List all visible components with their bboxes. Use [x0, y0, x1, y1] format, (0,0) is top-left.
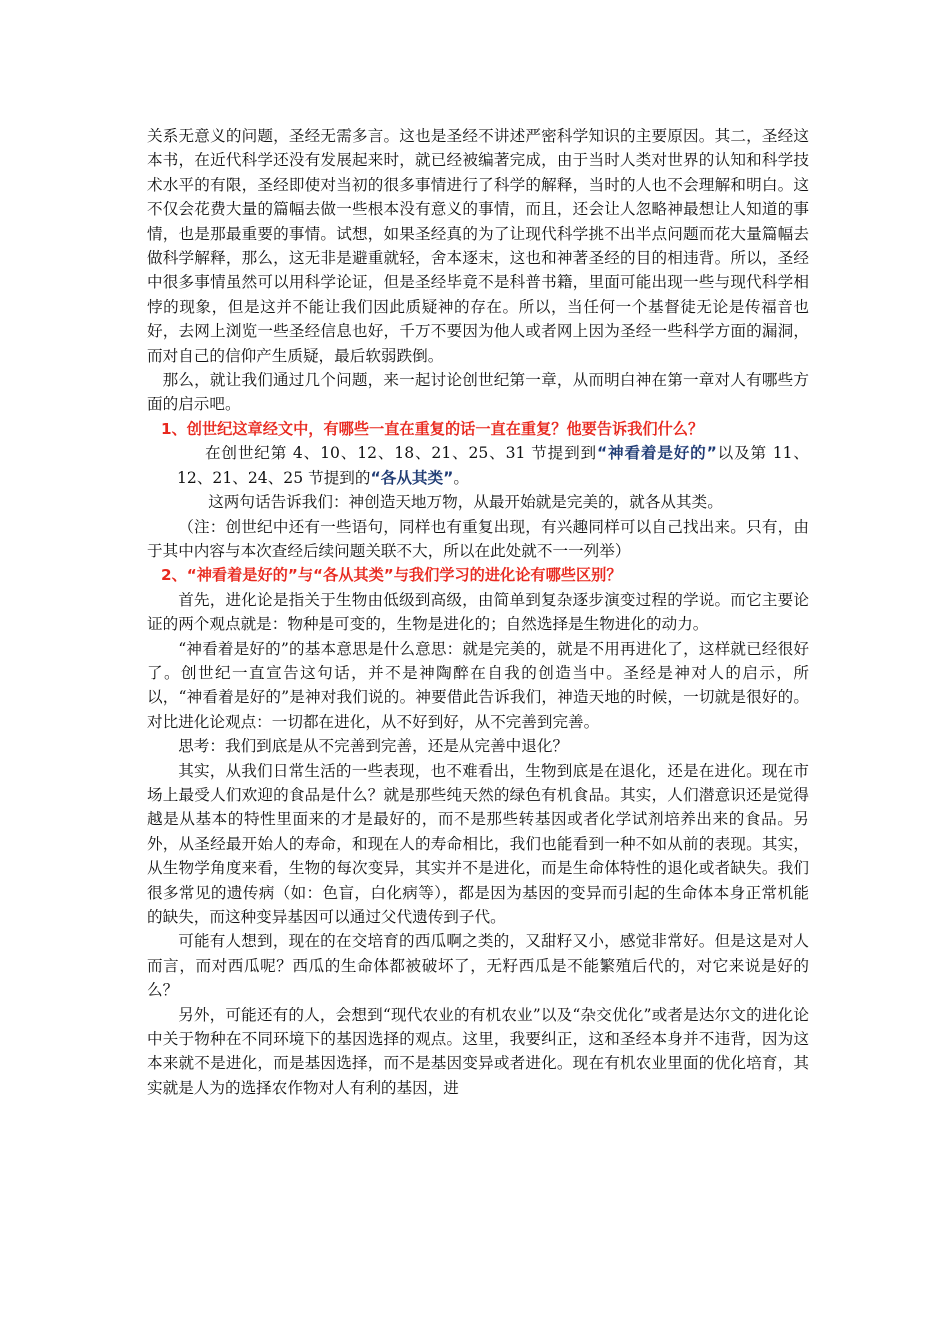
- paragraph-degeneration: 其实，从我们日常生活的一些表现，也不难看出，生物到底是在退化，还是在进化。现在市场上最受人们欢迎的食品是什么？就是那些纯天然的绿色有机食品。其实，人们潜意识还是觉得越是从基本的特性里面来的才是最好的，而不是那些转基因或者化学试剂培养出来的食品。另外，从圣经最开始人的寿命，和现在人的寿命相比，我们也能看到一种不如从前的表现。其实，从生物学角度来看，生物的每次变异，其实并不是进化，而是生命体特性的退化或者缺失。我们很多常见的遗传病（如：色盲，白化病等），都是因为基因的变异而引起的生命体本身正常机能的缺失，而这种变异基因可以通过父代遗传到子代。: [147, 761, 809, 926]
- paragraph-evolution-definition: 首先，进化论是指关于生物由低级到高级，由简单到复杂逐步演变过程的学说。而它主要论证的两个观点就是：物种是可变的，生物是进化的；自然选择是生物进化的动力。: [147, 590, 809, 634]
- verse-text-b: 以及第 11、12、21、24、25 节提到的: [177, 444, 809, 487]
- verse-text-c: 。: [453, 468, 469, 487]
- paragraph-god-saw-good-meaning: “神看着是好的”的基本意思是什么意思：就是完美的，就是不用再进化了，这样就已经很好了。创世纪一直宣告这句话，并不是神陶醉在自我的创造当中。圣经是神对人的启示，所以，“神看着是好的”是神对我们说的。神要借此告诉我们，神造天地的时候，一切就是很好的。对比进化论观点：一切都在进化，从不好到好，从不完善到完善。: [147, 639, 809, 731]
- paragraph-meaning: 这两句话告诉我们：神创造天地万物，从最开始就是完美的，就各从其类。: [208, 493, 723, 512]
- quote-after-their-kind: “各从其类”: [370, 468, 454, 487]
- paragraph-repeated-verses: [147, 441, 809, 490]
- verse-text-a: 在创世纪第 4、10、12、18、21、25、31 节提到到: [205, 444, 597, 463]
- quote-god-saw-good: “神看着是好的”: [596, 444, 717, 463]
- question-heading-1: 1、创世纪这章经文中，有哪些一直在重复的话一直在重复？他要告诉我们什么？: [161, 419, 704, 438]
- paragraph-intro-questions: 那么，就让我们通过几个问题，来一起讨论创世纪第一章，从而明白神在第一章对人有哪些方面的启示吧。: [147, 371, 809, 414]
- paragraph-gene-selection: 另外，可能还有的人，会想到“现代农业的有机农业”以及“杂交优化”或者是达尔文的进化论中关于物种在不同环境下的基因选择的观点。这里，我要纠正，这和圣经本身并不违背，因为这本来就不是进化，而是基因选择，而不是基因变异或者进化。现在有机农业里面的优化培育，其实就是人为的选择农作物对人有利的基因，进: [147, 1005, 809, 1097]
- document-page: [147, 124, 809, 1100]
- paragraph-science-purpose: 关系无意义的问题，圣经无需多言。这也是圣经不讲述严密科学知识的主要原因。其二，圣经这本书，在近代科学还没有发展起来时，就已经被编著完成，由于当时人类对世界的认知和科学技术水平的有限，圣经即使对当初的很多事情进行了科学的解释，当时的人也不会理解和明白。这不仅会花费大量的篇幅去做一些根本没有意义的事情，而且，还会让人忽略神最想让人知道的事情，也是那最重要的事情。试想，如果圣经真的为了让现代科学挑不出半点问题而花大量篇幅去做科学解释，那么，这无非是避重就轻，舍本逐末，这也和神著圣经的目的相违背。所以，圣经中很多事情虽然可以用科学论证，但是圣经毕竟不是科普书籍，里面可能出现一些与现代科学相悖的现象，但是这并不能让我们因此质疑神的存在。所以，当任何一个基督徒无论是传福音也好，去网上浏览一些圣经信息也好，千万不要因为他人或者网上因为圣经一些科学方面的漏洞，而对自己的信仰产生质疑，最后软弱跌倒。: [147, 127, 809, 365]
- question-heading-2: 2、“神看着是好的”与“各从其类”与我们学习的进化论有哪些区别？: [161, 566, 622, 585]
- paragraph-watermelon: 可能有人想到，现在的在交培育的西瓜啊之类的，又甜籽又小，感觉非常好。但是这是对人而言，而对西瓜呢？西瓜的生命体都被破坏了，无籽西瓜是不能繁殖后代的，对它来说是好的么？: [147, 932, 809, 1000]
- paragraph-note: （注：创世纪中还有一些语句，同样也有重复出现，有兴趣同样可以自己找出来。只有，由于其中内容与本次查经后续问题关联不大，所以在此处就不一一列举）: [147, 517, 809, 560]
- paragraph-reflection: 思考：我们到底是从不完善到完善，还是从完善中退化？: [178, 737, 569, 756]
